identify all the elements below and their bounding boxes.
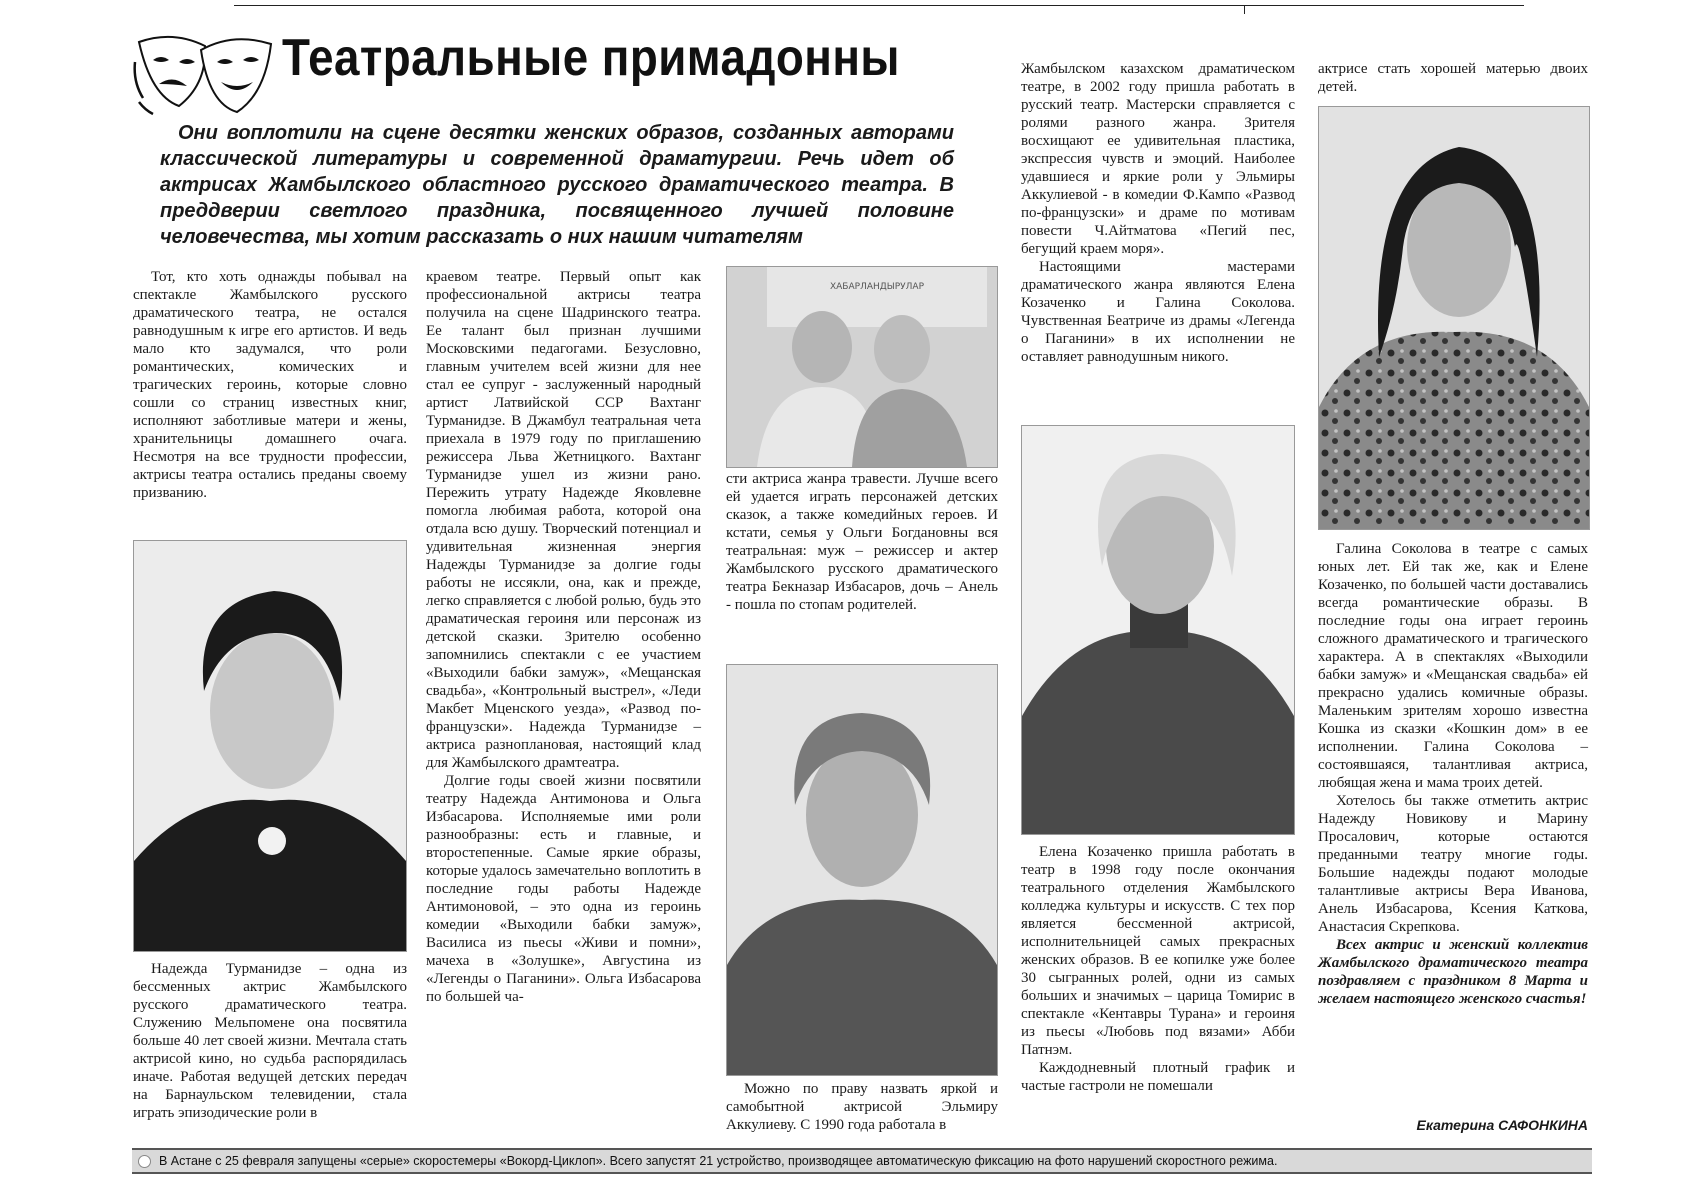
column-1-text	[133, 268, 407, 502]
bullet-icon	[138, 1155, 151, 1168]
column-1-caption	[133, 960, 407, 1122]
column-3-caption	[726, 1080, 998, 1134]
paragraph-sokolova: Галина Соколова в театре с самых юных лет. Ей так же, как и Елене Козаченко, по большей части доставались всегда романтические образы. В последние годы она играет героинь сложного драматического и трагического характера. А в спектаклях «Выходили бабки замуж» и «Мещанская свадьба» ей прекрасно удались комичные образы. Маленьким зрителям хорошо известна Кошка из сказки «Кошкин дом» в ее исполнении. Галина Соколова – состоявшаяся, талантливая актриса, любящая жена и мама троих детей.	[1318, 541, 1588, 791]
theatre-masks-icon	[133, 32, 275, 118]
top-rule	[234, 5, 1524, 6]
paragraph-other-actresses: Хотелось бы также отметить актрис Надежду Новикову и Марину Просалович, которые остаются преданными театру многие годы. Большие надежды подают молодые талантливые актрисы Вера Иванова, Анель Избасарова, Ксения Каткова, Анастасия Скрепкова.	[1318, 793, 1588, 935]
paragraph-akkulieva: Жамбылском казахском драматическом театре, в 2002 году пришла работать в русский театр. Мастерски справляется с ролями разного жанра. Зрителя восхищают ее удивительная пластика, экспрессия чувств и эмоций. Наиболее удавшиеся и яркие роли у Эльмиры Аккулиевой - в комедии Ф.Кампо «Развод по-французски» и драме по мотивам повести Ч.Айтматова «Пегий пес, бегущий краем моря».	[1021, 61, 1295, 257]
column-4-caption	[1021, 843, 1295, 1095]
news-ticker	[132, 1148, 1592, 1174]
photo-sign-text: ХАБАРЛАНДЫРУЛАР	[829, 282, 925, 292]
paragraph-antimonova-izbasarova: Долгие годы своей жизни посвятили театру Надежда Антимонова и Ольга Избасарова. Исполняемые ими роли разнообразны: есть и главные, и второстепенные. Самые яркие образы, которые удалось замечательно воплотить в последние годы работы Надежде Антимоновой, – это одна из героинь комедии «Выходили бабки замуж», Василиса из пьесы «Живи и помни», мачеха в «Золушке», Августина из «Легенды о Паганини». Ольга Избасарова по большей ча-	[426, 773, 701, 1005]
paragraph-turmanidze: краевом театре. Первый опыт как профессиональной актрисы театра получила на сцене Шадринского театра. Ее талант был признан лучшими Московскими педагогами. Безусловно, главным учителем всей жизни для нее стал ее супруг - заслуженный народный артист Латвийской ССР Вахтанг Турманидзе. В Джамбул театральная чета приехала в 1979 году по приглашению режиссера Льва Жетницкого. Вахтанг Турманидзе ушел из жизни рано. Пережить утрату Надежде Яковлевне помогла любимая работа, которой она отдала всю душу. Творческий потенциал и удивительная жизненная энергия Надежды Турманидзе за долгие годы работы не иссякли, она, как и прежде, легко справляется с любой ролью, будь это драматическая героиня или персонаж из детской сказки. Зрителю особенно запомнились спектакли с ее участием «Выходили бабки замуж», «Мещанская свадьба», «Контрольный выстрел», «Леди Макбет Мценского уезда», «Развод по-французски». Надежда Турманидзе – актриса разноплановая, настоящий клад для Жамбылского драмтеатра.	[426, 269, 701, 771]
photo-nadezhda-turmanidze	[133, 540, 407, 952]
photo-galina-sokolova	[1318, 106, 1590, 530]
paragraph-kozachenko: Елена Козаченко пришла работать в театр в 1998 году после окончания театрального отделения Жамбылского колледжа культуры и искусств. С тех пор является бессменной актрисой, исполнительницей самых прекрасных женских образов. В ее копилке уже более 30 сыгранных ролей, одни из самых больших и значимых – царица Томирис в спектакле «Кентавры Турана» и героиня из пьесы «Любовь под вязами» Абби Патнэм.	[1021, 844, 1295, 1058]
top-rule-tick	[1244, 6, 1245, 14]
photo-antimonova-izbasarova	[726, 266, 998, 468]
news-ticker-text: В Астане с 25 февраля запущены «серые» скоростемеры «Вокорд-Циклоп». Всего запустят 21 устройство, производящее автоматическую фиксацию на фото нарушений скоростного режима.	[159, 1154, 1278, 1168]
paragraph-intro: Тот, кто хоть однажды побывал на спектакле Жамбылского русского драматического театра, не остался равнодушным к игре его артистов. И ведь мало кто задумался, что роли романтических, комических и трагических героинь, которые словно сошли со страниц известных книг, исполняют заботливые матери и жены, хранительницы домашнего очага. Несмотря на все трудности профессии, актрисы театра остались преданы своему призванию.	[133, 269, 407, 501]
column-5-text	[1318, 540, 1588, 1008]
congratulations-text: Всех актрис и женский коллектив Жамбылского драматического театра поздравляем с праздником 8 Марта и желаем настоящего женского счастья!	[1318, 937, 1588, 1007]
paragraph-kozachenko-mother: актрисе стать хорошей матерью двоих детей.	[1318, 61, 1588, 95]
caption-turmanidze: Надежда Турманидзе – одна из бессменных актрис Жамбылского русского драматического театра. Служению Мельпомене она посвятила больше 40 лет своей жизни. Мечтала стать актрисой кино, но судьба распорядилась иначе. Работая ведущей детских передач на Барнаульском телевидении, стала играть эпизодические роли в	[133, 961, 407, 1121]
column-4-text	[1021, 60, 1295, 366]
article-title: Театральные примадонны	[282, 29, 900, 87]
photo-elena-kozachenko	[1021, 425, 1295, 835]
column-3-text	[726, 470, 998, 614]
paragraph-akkulieva-intro: Можно по праву назвать яркой и самобытной актрисой Эльмиру Аккулиеву. С 1990 года работала в	[726, 1081, 998, 1133]
article-lead: Они воплотили на сцене десятки женских образов, созданных авторами классической литературы и современной драматургии. Речь идет об актрисах Жамбылского областного русского драматического театра. В преддверии светлого праздника, посвященного лучшей половине человечества, мы хотим рассказать о них нашим читателям	[160, 122, 954, 248]
photo-elmira-akkulieva	[726, 664, 998, 1076]
column-2-text	[426, 268, 701, 1006]
paragraph-izbasarova-family: сти актриса жанра травести. Лучше всего ей удается играть персонажей детских сказок, а также комедийных героев. И кстати, семья у Ольги Богдановны вся театральная: муж – режиссер и актер Жамбылского русского драматического театра Бекназар Избасаров, дочь – Анель - пошла по стопам родителей.	[726, 471, 998, 613]
column-5-top	[1318, 60, 1588, 96]
paragraph-kozachenko-end: Каждодневный плотный график и частые гастроли не помешали	[1021, 1060, 1295, 1094]
article-author: Екатерина САФОНКИНА	[1416, 1117, 1588, 1133]
paragraph-masters: Настоящими мастерами драматического жанра являются Елена Козаченко и Галина Соколова. Чувственная Беатриче из драмы «Легенда о Паганини» в их исполнении не оставляет равнодушным никого.	[1021, 259, 1295, 365]
